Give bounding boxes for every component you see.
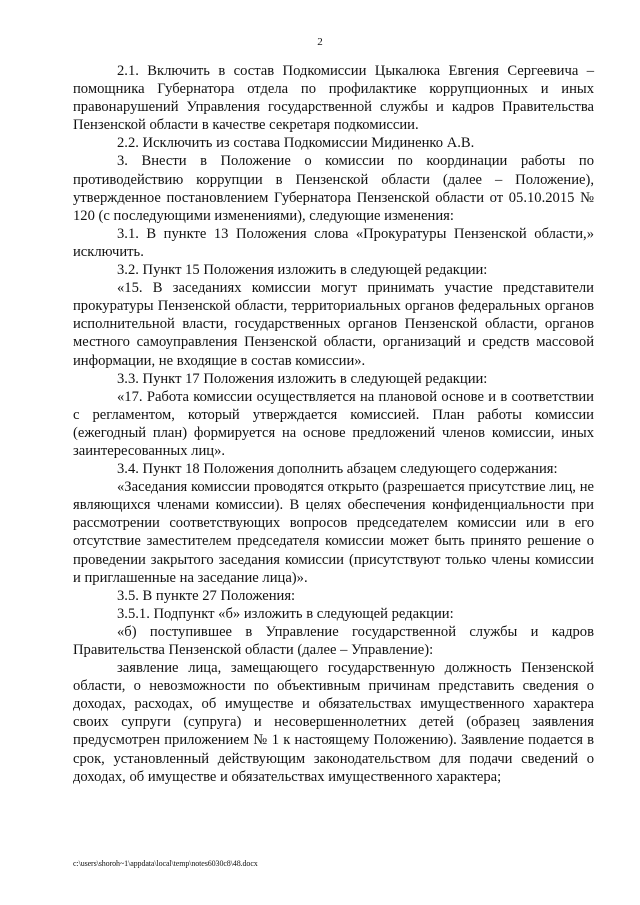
paragraph-item-15: «15. В заседаниях комиссии могут принимать участие представители прокуратуры Пензенской области, территориальных органов федеральных органов исполнительной власти, государственных органов Пензенской области, органов местного самоуправления Пензенской области, организаций и средств массовой информации, не входящие в состав комиссии». [73, 280, 594, 369]
paragraph-3-5-1: 3.5.1. Подпункт «б» изложить в следующей редакции: [117, 605, 454, 622]
page-number: 2 [317, 36, 323, 48]
paragraph-item-18-addition: «Заседания комиссии проводятся открыто (разрешается присутствие лиц, не являющихся членами комиссии). В целях обеспечения конфиденциальности при рассмотрении соответствующих вопросов председателем комиссии или в его отсутствие заместителем председателя комиссии может быть принято решение о проведении закрытого заседания комиссии (присутствуют только члены комиссии и приглашенные на заседание лица)». [73, 479, 594, 586]
paragraph-3-2: 3.2. Пункт 15 Положения изложить в следующей редакции: [117, 262, 488, 279]
paragraph-2-2: 2.2. Исключить из состава Подкомиссии Мидиненко А.В. [117, 135, 475, 152]
paragraph-item-17: «17. Работа комиссии осуществляется на плановой основе и в соответствии с регламентом, который утверждается комиссией. План работы комиссии (ежегодный план) формируется на основе предложений членов комиссии, иных заинтересованных лиц». [73, 388, 594, 459]
paragraph-3: 3. Внести в Положение о комиссии по координации работы по противодействию коррупции в Пензенской области (далее – Положение), утвержденное постановлением Губернатора Пензенской области от 05.10.2015 № 120 (с последующими изменениями), следующие изменения: [73, 153, 594, 224]
paragraph-subitem-b: «б) поступившее в Управление государственной службы и кадров Правительства Пензенской области (далее – Управление): [73, 623, 594, 658]
paragraph-3-4: 3.4. Пункт 18 Положения дополнить абзацем следующего содержания: [117, 461, 558, 478]
paragraph-3-5: 3.5. В пункте 27 Положения: [117, 587, 296, 604]
paragraph-3-1: 3.1. В пункте 13 Положения слова «Прокуратуры Пензенской области,» исключить. [73, 225, 594, 260]
paragraph-2-1: 2.1. Включить в состав Подкомиссии Цыкалюка Евгения Сергеевича – помощника Губернатора отдела по профилактике коррупционных и иных правонарушений Управления государственной службы и кадров Правительства Пензенской области в качестве секретаря подкомиссии. [73, 63, 594, 134]
paragraph-3-3: 3.3. Пункт 17 Положения изложить в следующей редакции: [117, 370, 488, 387]
document-body [73, 62, 594, 786]
paragraph-application: заявление лица, замещающего государственную должность Пензенской области, о невозможности по объективным причинам представить сведения о доходах, расходах, об имуществе и обязательствах имущественного характера своих супруги (супруга) и несовершеннолетних детей (образец заявления предусмотрен приложением № 1 к настоящему Положению). Заявление подается в срок, установленный действующим законодательством для подачи сведений о доходах, об имуществе и обязательствах имущественного характера; [73, 660, 594, 785]
footer-file-path: c:\users\shoroh~1\appdata\local\temp\notes6030c8\48.docx [73, 859, 258, 868]
